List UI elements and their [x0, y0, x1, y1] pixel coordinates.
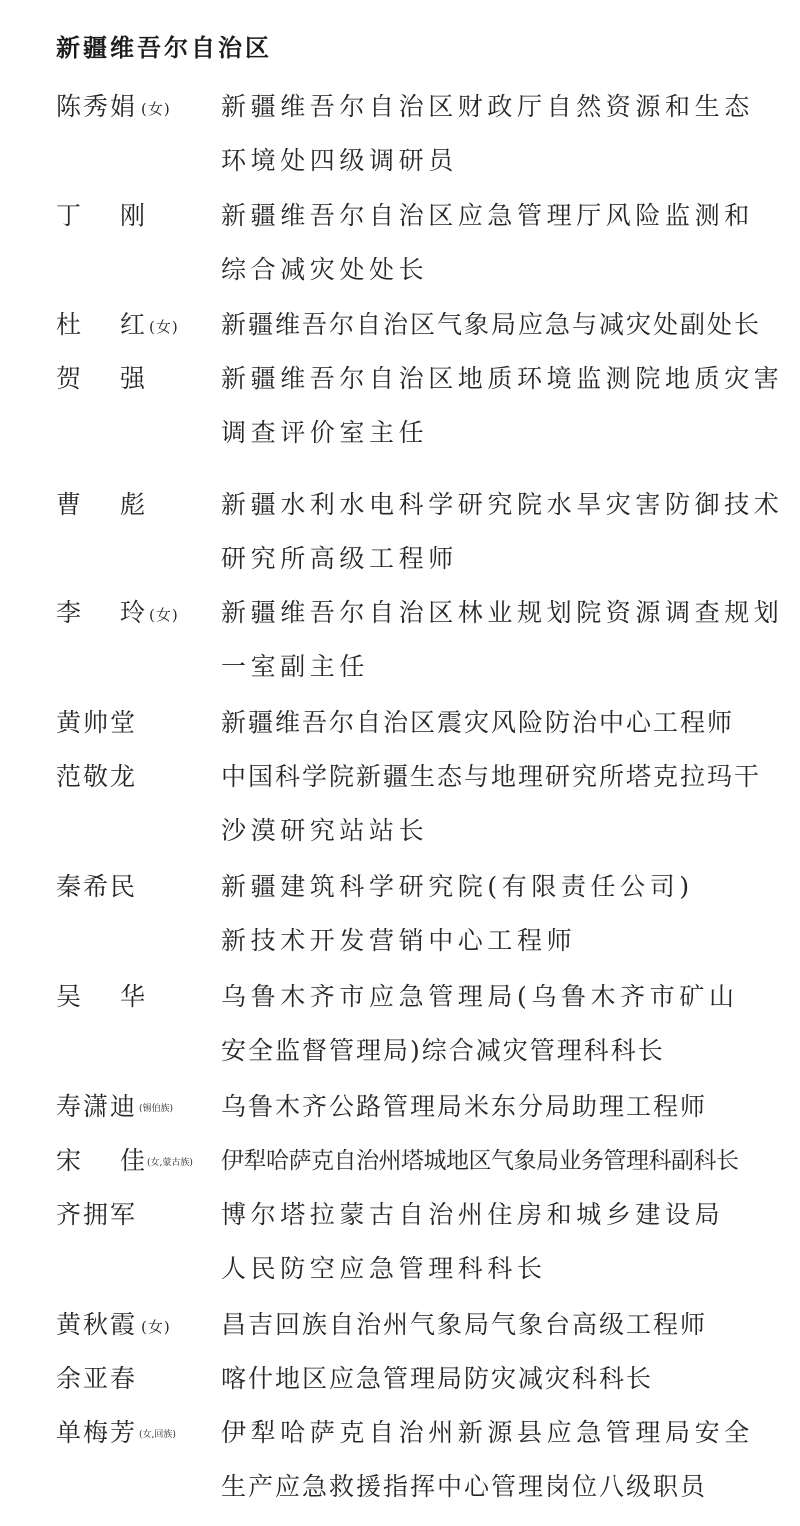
position-line-1: 新疆维吾尔自治区气象局应急与减灾处副处长 [221, 310, 762, 339]
name-char-2: 彪 [120, 490, 146, 519]
name-text: 秦希民 [56, 872, 138, 901]
name-note: (女) [141, 99, 171, 118]
position-line-1: 新疆维吾尔自治区地质环境监测院地质灾害 [221, 364, 784, 393]
person-name [56, 1298, 171, 1354]
name-char-1: 曹 [56, 490, 82, 519]
name-note: (女) [141, 1317, 171, 1336]
position-line-1: 博尔塔拉蒙古自治州住房和城乡建设局 [221, 1200, 725, 1229]
person-name [56, 1080, 173, 1136]
name-text: 余亚春 [56, 1364, 138, 1393]
person-name [56, 1188, 137, 1242]
position-line-2: 调查评价室主任 [221, 418, 429, 447]
person-name [56, 80, 171, 136]
person-name [56, 586, 179, 642]
name-char-2: 佳 [120, 1146, 146, 1175]
position-line-1: 新疆维吾尔自治区应急管理厅风险监测和 [221, 201, 754, 230]
name-char-1: 吴 [56, 982, 82, 1011]
position-line-1: 新疆维吾尔自治区震灾风险防治中心工程师 [221, 708, 735, 737]
person-name [56, 352, 145, 406]
section-heading: 新疆维吾尔自治区 [56, 34, 272, 62]
position-line-2: 生产应急救援指挥中心管理岗位八级职员 [221, 1472, 708, 1501]
name-text: 黄帅堂 [56, 708, 138, 737]
person-name [56, 750, 137, 804]
position-line-2: 沙漠研究站站长 [221, 816, 429, 845]
name-note: (女) [149, 317, 179, 336]
position-line-2: 研究所高级工程师 [221, 544, 458, 573]
position-line-2: 人民防空应急管理科科长 [221, 1254, 547, 1283]
name-char-2: 玲 [120, 598, 146, 627]
name-char-1: 宋 [56, 1146, 82, 1175]
name-char-2: 刚 [120, 201, 146, 230]
person-name [56, 970, 145, 1024]
name-char-2: 红 [120, 310, 146, 339]
name-char-2: 强 [120, 364, 146, 393]
name-char-1: 杜 [56, 310, 82, 339]
name-text: 寿潇迪 [56, 1092, 138, 1121]
position-line-1: 昌吉回族自治州气象局气象台高级工程师 [221, 1310, 708, 1339]
position-line-2: 一室副主任 [221, 652, 370, 681]
position-line-1: 新疆建筑科学研究院(有限责任公司) [221, 872, 694, 901]
name-char-1: 贺 [56, 364, 82, 393]
position-line-2: 安全监督管理局)综合减灾管理科科长 [221, 1036, 665, 1065]
person-name [56, 298, 179, 354]
position-line-1: 乌鲁木齐公路管理局米东分局助理工程师 [221, 1092, 708, 1121]
name-note: (女) [149, 605, 179, 624]
name-text: 范敬龙 [56, 762, 138, 791]
position-line-1: 伊犁哈萨克自治州塔城地区气象局业务管理科副科长 [221, 1148, 739, 1174]
person-name [56, 1352, 137, 1406]
name-char-2: 华 [120, 982, 146, 1011]
person-name [56, 478, 145, 532]
name-text: 陈秀娟 [56, 92, 138, 121]
name-note: (女,蒙古族) [147, 1157, 193, 1168]
name-char-1: 李 [56, 598, 82, 627]
person-name [56, 860, 137, 914]
position-line-1: 新疆维吾尔自治区财政厅自然资源和生态 [221, 92, 754, 121]
person-name [56, 1406, 176, 1462]
person-name [56, 696, 137, 750]
position-line-2: 新技术开发营销中心工程师 [221, 926, 577, 955]
name-text: 黄秋霞 [56, 1310, 138, 1339]
position-line-1: 新疆维吾尔自治区林业规划院资源调查规划 [221, 598, 784, 627]
name-char-1: 丁 [56, 201, 82, 230]
person-name [56, 1134, 193, 1190]
position-line-1: 喀什地区应急管理局防灾减灾科科长 [221, 1364, 654, 1393]
position-line-2: 环境处四级调研员 [221, 146, 458, 175]
position-line-2: 综合减灾处处长 [221, 255, 429, 284]
position-line-1: 中国科学院新疆生态与地理研究所塔克拉玛干 [221, 762, 762, 791]
position-line-1: 乌鲁木齐市应急管理局(乌鲁木齐市矿山 [221, 982, 739, 1011]
name-note: (女,回族) [139, 1429, 176, 1440]
position-line-1: 伊犁哈萨克自治州新源县应急管理局安全 [221, 1418, 754, 1447]
position-line-1: 新疆水利水电科学研究院水旱灾害防御技术 [221, 490, 784, 519]
name-note: (锡伯族) [139, 1103, 174, 1114]
name-text: 单梅芳 [56, 1418, 138, 1447]
name-text: 齐拥军 [56, 1200, 138, 1229]
person-name [56, 189, 145, 243]
